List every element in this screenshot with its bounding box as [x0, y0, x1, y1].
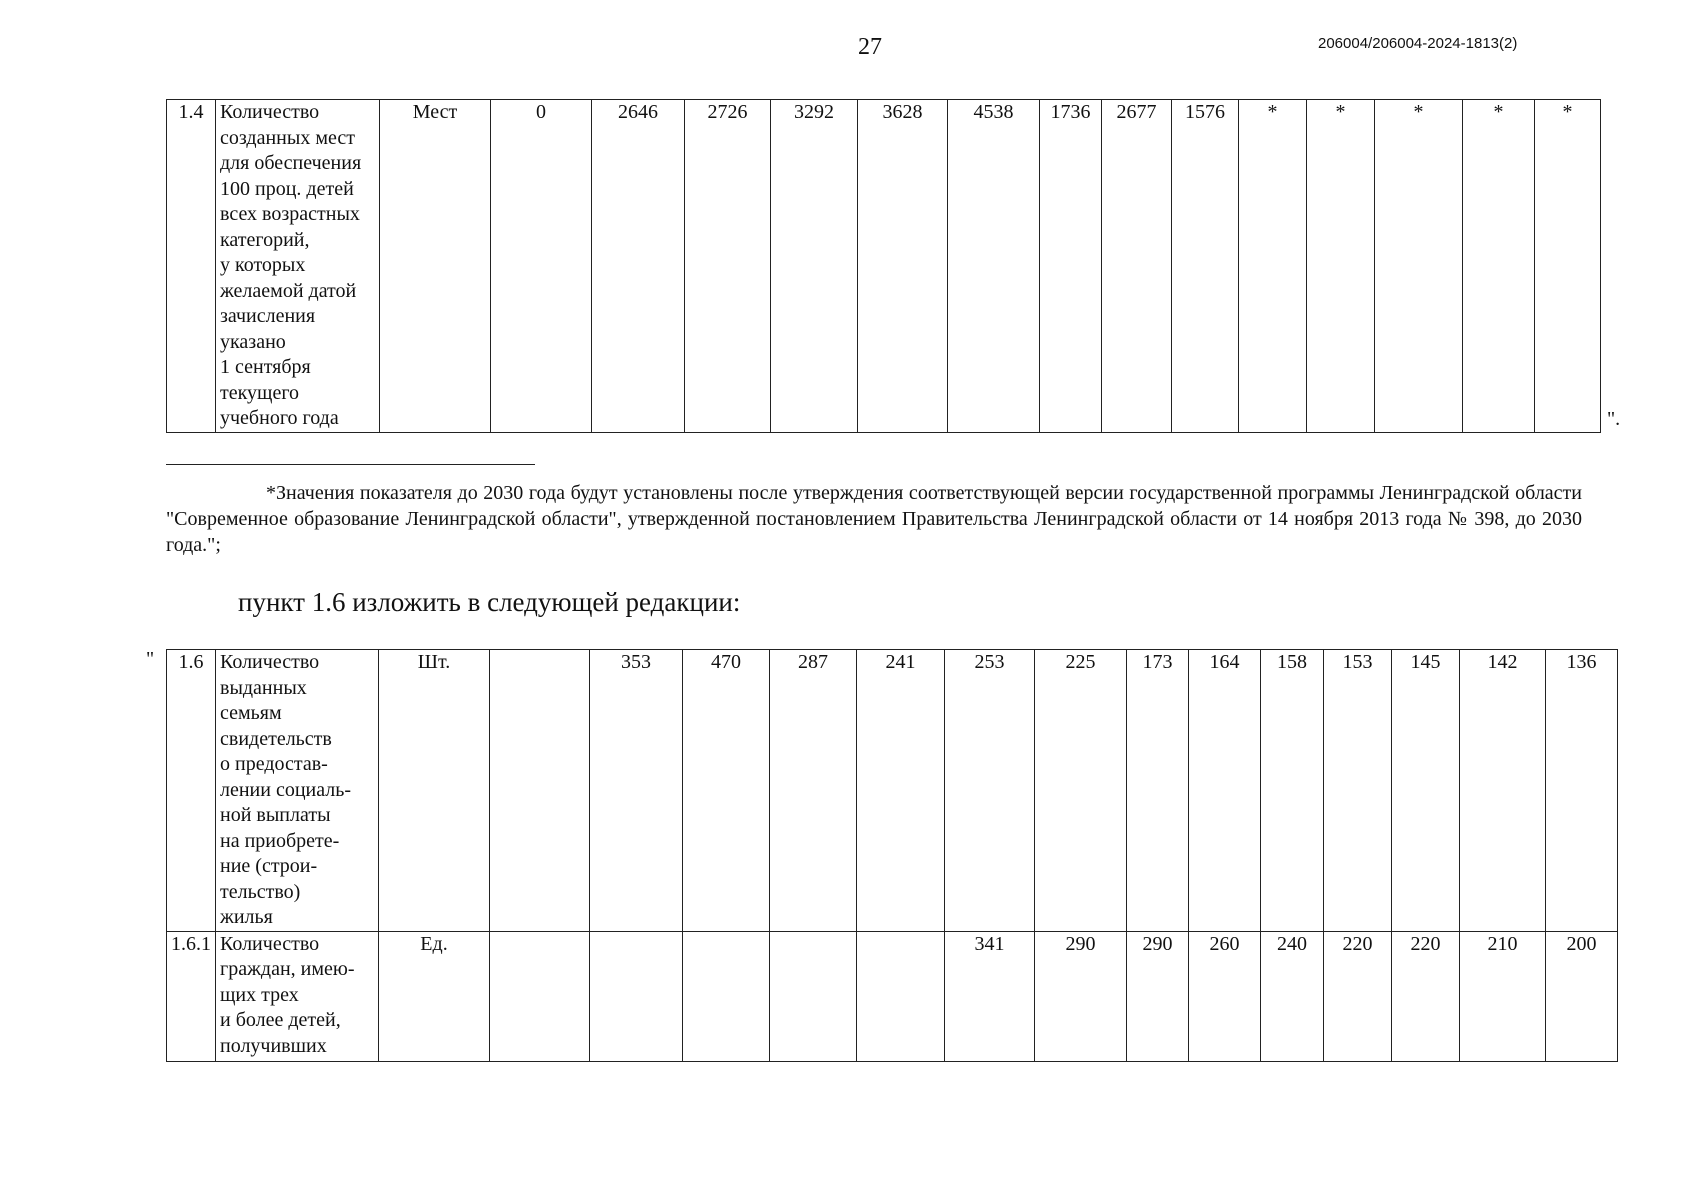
value-cell	[590, 931, 683, 1061]
value-cell: 1576	[1172, 100, 1239, 433]
value-cell: *	[1239, 100, 1307, 433]
unit-cell: Шт.	[379, 650, 490, 932]
value-cell: 341	[945, 931, 1035, 1061]
value-cell: 220	[1392, 931, 1460, 1061]
value-cell: 470	[683, 650, 770, 932]
value-cell: *	[1535, 100, 1601, 433]
value-cell: 290	[1035, 931, 1127, 1061]
amendment-instruction: пункт 1.6 изложить в следующей редакции:	[238, 587, 741, 617]
value-cell: 260	[1189, 931, 1261, 1061]
unit-cell: Ед.	[379, 931, 490, 1061]
value-cell: *	[1375, 100, 1463, 433]
table-row	[167, 100, 1601, 433]
value-cell: 153	[1324, 650, 1392, 932]
row-number: 1.4	[167, 100, 216, 433]
value-cell: 4538	[948, 100, 1040, 433]
value-cell: 3628	[858, 100, 948, 433]
value-cell	[857, 931, 945, 1061]
value-cell	[770, 931, 857, 1061]
table-row	[167, 650, 1618, 932]
footnote-divider	[166, 464, 535, 465]
value-cell: 240	[1261, 931, 1324, 1061]
indicator-table-1-6	[166, 649, 1618, 1062]
value-cell: 136	[1546, 650, 1618, 932]
indicator-description: Количество граждан, имею- щих трех и более детей, получивших	[216, 931, 379, 1061]
value-cell: 3292	[771, 100, 858, 433]
value-cell	[490, 650, 590, 932]
indicator-description: Количество созданных мест для обеспечения 100 проц. детей всех возрастных категорий, у которых желаемой датой зачисления указано 1 сентября текущего учебного года	[216, 100, 380, 433]
value-cell: *	[1307, 100, 1375, 433]
value-cell: 158	[1261, 650, 1324, 932]
document-code: 206004/206004-2024-1813(2)	[1318, 35, 1518, 52]
value-cell: 164	[1189, 650, 1261, 932]
value-cell: *	[1463, 100, 1535, 433]
value-cell: 0	[491, 100, 592, 433]
indicator-description: Количество выданных семьям свидетельств о предостав- лении социаль- ной выплаты на приобрете- ние (строи- тельство) жилья	[216, 650, 379, 932]
value-cell: 173	[1127, 650, 1189, 932]
footnote-text: *Значения показателя до 2030 года будут установлены после утверждения соответствующей версии государственной программы Ленинградской области "Современное образование Ленинградской области", утвержденной постановлением Правительства Ленинградской области от 14 ноября 2013 года № 398, до 2030 года.";	[166, 482, 1582, 556]
value-cell: 2677	[1102, 100, 1172, 433]
value-cell: 210	[1460, 931, 1546, 1061]
opening-quote-mark: "	[146, 648, 155, 670]
value-cell: 353	[590, 650, 683, 932]
row-number: 1.6.1	[167, 931, 216, 1061]
value-cell: 2646	[592, 100, 685, 433]
closing-quote-mark: ".	[1607, 408, 1621, 430]
value-cell	[683, 931, 770, 1061]
row-number: 1.6	[167, 650, 216, 932]
value-cell: 145	[1392, 650, 1460, 932]
value-cell: 142	[1460, 650, 1546, 932]
value-cell: 2726	[685, 100, 771, 433]
value-cell: 1736	[1040, 100, 1102, 433]
table-row	[167, 931, 1618, 1061]
value-cell: 253	[945, 650, 1035, 932]
value-cell: 220	[1324, 931, 1392, 1061]
value-cell: 225	[1035, 650, 1127, 932]
page-number: 27	[858, 34, 882, 60]
unit-cell: Мест	[380, 100, 491, 433]
indicator-table-1-4	[166, 99, 1601, 433]
value-cell: 290	[1127, 931, 1189, 1061]
value-cell: 241	[857, 650, 945, 932]
value-cell: 287	[770, 650, 857, 932]
value-cell: 200	[1546, 931, 1618, 1061]
footnote	[166, 480, 1582, 558]
value-cell	[490, 931, 590, 1061]
